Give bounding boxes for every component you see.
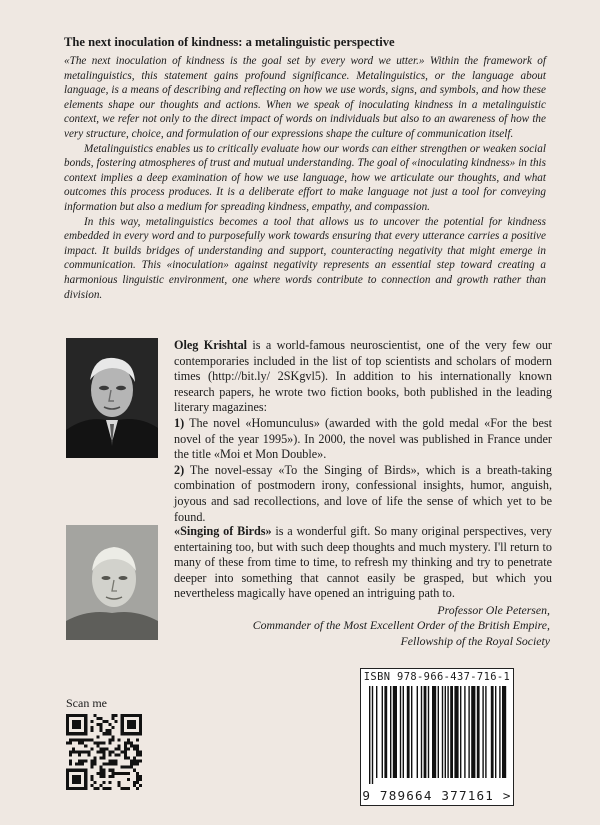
qr-module	[99, 747, 102, 750]
qr-module	[136, 738, 139, 741]
qr-module	[124, 772, 127, 775]
qr-module	[127, 738, 130, 741]
qr-module	[130, 760, 133, 763]
qr-module	[136, 744, 139, 747]
qr-module	[118, 772, 121, 775]
qr-module	[78, 760, 81, 763]
qr-module	[133, 747, 136, 750]
qr-module	[118, 781, 121, 784]
qr-module	[90, 760, 93, 763]
author-bio-item-2	[174, 463, 552, 525]
qr-module	[118, 738, 121, 741]
qr-module	[136, 750, 139, 753]
qr-module	[102, 763, 105, 766]
qr-module	[90, 784, 93, 787]
barcode-bar	[450, 686, 453, 778]
qr-module	[102, 750, 105, 753]
qr-module	[118, 784, 121, 787]
qr-module	[75, 750, 78, 753]
item-number: 2)	[174, 462, 185, 477]
qr-module	[112, 769, 115, 772]
qr-module	[93, 787, 96, 790]
barcode-bar	[468, 686, 469, 778]
qr-module	[99, 775, 102, 778]
qr-module	[133, 784, 136, 787]
author-photo	[66, 338, 158, 458]
qr-module	[96, 787, 99, 790]
review-body: is a wonderful gift. So many original perspectives, very entertaining too, but with such deep thoughts and much mystery. I'll return to many of these from time to time, to refresh my thinking and try to penetrate deeper into something that cannot easily be grasped, but which you nevertheless magically have opened an intriguing path to.	[174, 524, 552, 601]
qr-module	[99, 750, 102, 753]
qr-module	[109, 769, 112, 772]
qr-module	[127, 741, 130, 744]
author-bio	[174, 338, 552, 525]
qr-module	[136, 760, 139, 763]
qr-module	[130, 766, 133, 769]
qr-module	[127, 720, 136, 729]
item-text: The novel-essay «To the Singing of Birds», which is a breath-taking combination of postmodern irony, confessional insights, humor, anguish, joyous and sad recollections, and love of life the sense of which yet to be found.	[174, 462, 552, 524]
qr-module	[136, 763, 139, 766]
reviewer-photo	[66, 525, 158, 640]
qr-module	[69, 738, 72, 741]
qr-module	[112, 714, 115, 717]
qr-module	[121, 787, 124, 790]
barcode-bar	[477, 686, 480, 778]
qr-module	[139, 778, 142, 781]
qr-module	[112, 760, 115, 763]
signature-line-2: Commander of the Most Excellent Order of the British Empire,	[252, 618, 550, 633]
qr-module	[78, 763, 81, 766]
qr-module	[112, 717, 115, 720]
qr-module	[69, 741, 72, 744]
reviewer-portrait-image	[66, 525, 158, 640]
qr-module	[81, 763, 84, 766]
qr-module	[115, 754, 118, 757]
qr-module	[109, 787, 112, 790]
qr-module	[93, 741, 96, 744]
author-bio-intro	[174, 338, 552, 416]
qr-module	[133, 769, 136, 772]
qr-module	[139, 784, 142, 787]
qr-module	[106, 729, 109, 732]
qr-module	[96, 744, 99, 747]
qr-module	[136, 754, 139, 757]
qr-module	[72, 720, 81, 729]
barcode-bar	[403, 686, 404, 778]
qr-module	[136, 747, 139, 750]
qr-module	[112, 750, 115, 753]
barcode-bar	[502, 686, 506, 778]
qr-module	[109, 781, 112, 784]
qr-module	[118, 754, 121, 757]
qr-module	[102, 769, 105, 772]
item-text: The novel «Homunculus» (awarded with the gold medal «For the best novel of the year 1995»). In 2000, the novel was published in France under the title «Moi et Mon Double».	[174, 415, 552, 462]
qr-module	[81, 738, 84, 741]
barcode-bar	[421, 686, 422, 778]
qr-module	[124, 766, 127, 769]
qr-module	[118, 747, 121, 750]
qr-module	[81, 750, 84, 753]
author-bio-text: is a world-famous neuroscientist, one of the very few our contemporaries included in the list of top scientists and scholars of modern times (http://bit.ly/ 2SKgvl5). In addition to his internationally known research papers, he wrote two fiction books, both published in the leading literary magazines:	[174, 338, 552, 415]
intro-paragraph-3: In this way, metalinguistics becomes a tool that allows us to uncover the potential for kindness embedded in every word and to purposefully work towards ensuring that every utterance carries a positive impact. It builds bridges of understanding and support, counteracting negativity that might emerge in communication. This «inoculation» against negativity represents an essential step toward creating a harmonious linguistic environment, one where words contribute to connection and growth rather than division.	[64, 215, 546, 301]
barcode-bar	[417, 686, 418, 778]
barcode-digits: 9 789664 377161 >	[362, 788, 512, 803]
page-title: The next inoculation of kindness: a metalinguistic perspective	[64, 35, 395, 49]
qr-module	[66, 741, 69, 744]
author-name: Oleg Krishtal	[174, 338, 248, 352]
qr-module	[69, 754, 72, 757]
qr-module	[139, 775, 142, 778]
barcode-bar	[372, 686, 373, 784]
qr-module	[136, 787, 139, 790]
qr-module	[130, 763, 133, 766]
barcode-bar	[384, 686, 387, 778]
qr-module	[69, 760, 72, 763]
qr-module	[112, 772, 115, 775]
qr-module	[102, 757, 105, 760]
qr-module	[102, 775, 105, 778]
qr-module	[139, 754, 142, 757]
qr-module	[112, 735, 115, 738]
qr-module	[106, 763, 109, 766]
barcode-bar	[424, 686, 427, 778]
barcode-bar	[471, 686, 475, 778]
qr-module	[102, 747, 105, 750]
qr-module	[99, 717, 102, 720]
qr-module	[106, 787, 109, 790]
qr-module	[139, 750, 142, 753]
barcode-bar	[382, 686, 383, 778]
qr-module	[133, 744, 136, 747]
barcode-bar	[491, 686, 494, 778]
qr-module	[87, 750, 90, 753]
signature-line-3: Fellowship of the Royal Society	[400, 633, 550, 648]
barcode-bar	[464, 686, 465, 778]
qr-module	[90, 775, 93, 778]
barcode-bar	[393, 686, 397, 778]
qr-module	[115, 760, 118, 763]
qr-module	[130, 744, 133, 747]
barcode-bar	[428, 686, 429, 778]
qr-module	[115, 772, 118, 775]
qr-module	[127, 772, 130, 775]
qr-module	[75, 763, 78, 766]
qr-module	[136, 772, 139, 775]
qr-module	[106, 732, 109, 735]
qr-module	[87, 754, 90, 757]
barcode-bar	[460, 686, 461, 778]
barcode-bar	[485, 686, 486, 778]
qr-module	[90, 747, 93, 750]
qr-module	[99, 772, 102, 775]
qr-module	[96, 772, 99, 775]
barcode-bar	[445, 686, 446, 778]
qr-module	[72, 775, 81, 784]
qr-module	[96, 750, 99, 753]
barcode-bar	[411, 686, 412, 778]
reviewer-signature	[174, 603, 550, 649]
qr-module	[84, 738, 87, 741]
qr-module	[112, 738, 115, 741]
qr-module	[109, 723, 112, 726]
qr-module	[93, 714, 96, 717]
author-bio-item-1	[174, 416, 552, 463]
qr-module	[109, 750, 112, 753]
qr-module	[84, 750, 87, 753]
barcode-bar	[376, 686, 377, 778]
isbn-number: ISBN 978-966-437-716-1	[363, 671, 511, 683]
qr-module	[81, 741, 84, 744]
qr-module	[78, 750, 81, 753]
barcode-bar	[369, 686, 370, 784]
qr-module	[99, 741, 102, 744]
qr-module	[96, 717, 99, 720]
qr-module	[127, 766, 130, 769]
qr-module	[96, 723, 99, 726]
barcode-bar	[454, 686, 458, 778]
qr-module	[127, 787, 130, 790]
qr-module	[106, 747, 109, 750]
barcode-bar	[390, 686, 391, 778]
qr-module	[124, 741, 127, 744]
qr-module	[112, 763, 115, 766]
qr-module	[109, 763, 112, 766]
qr-module	[102, 732, 105, 735]
qr-module	[133, 763, 136, 766]
qr-module	[109, 741, 112, 744]
qr-module	[99, 757, 102, 760]
qr-module	[139, 760, 142, 763]
qr-module	[124, 747, 127, 750]
qr-module	[90, 729, 93, 732]
qr-module	[124, 744, 127, 747]
qr-module	[90, 766, 93, 769]
qr-module	[109, 760, 112, 763]
barcode	[367, 686, 507, 784]
barcode-bar	[499, 686, 500, 778]
qr-module	[118, 744, 121, 747]
qr-module	[96, 741, 99, 744]
qr-module	[124, 754, 127, 757]
qr-module	[127, 778, 130, 781]
qr-module	[93, 757, 96, 760]
author-portrait-image	[66, 338, 158, 458]
qr-module	[102, 741, 105, 744]
qr-module	[90, 720, 93, 723]
qr-module	[72, 750, 75, 753]
qr-module	[133, 760, 136, 763]
qr-module	[127, 757, 130, 760]
qr-module	[90, 763, 93, 766]
qr-module	[84, 760, 87, 763]
qr-module	[106, 720, 109, 723]
qr-module	[99, 729, 102, 732]
qr-module	[96, 735, 99, 738]
qr-module	[112, 775, 115, 778]
qr-module	[121, 766, 124, 769]
qr-module	[136, 778, 139, 781]
qr-module	[109, 775, 112, 778]
qr-module	[69, 750, 72, 753]
qr-module	[102, 787, 105, 790]
qr-module	[102, 720, 105, 723]
barcode-bar	[495, 686, 496, 778]
book-title: «Singing of Birds»	[174, 524, 272, 538]
qr-module	[136, 781, 139, 784]
qr-code[interactable]	[66, 714, 142, 790]
qr-module	[127, 747, 130, 750]
intro-paragraph-1: «The next inoculation of kindness is the goal set by every word we utter.» Within the framework of metalinguistics, this statement gains profound significance. Metalinguistics, or the language about language, is a means of describing and reflecting on how we use words, signs, and symbols, and how these elements shape our thoughts and actions. When we speak of inoculating kindness in a metalinguistic context, we refer not only to the direct impact of words on individuals but also to an awareness of how the very structure, choice, and formulation of our expressions shape the culture of communication itself.	[64, 55, 546, 140]
qr-module	[90, 778, 93, 781]
qr-module	[102, 781, 105, 784]
qr-module	[90, 738, 93, 741]
qr-module	[78, 741, 81, 744]
qr-module	[93, 763, 96, 766]
barcode-bar	[442, 686, 443, 778]
qr-module	[109, 729, 112, 732]
qr-module	[72, 738, 75, 741]
qr-module	[124, 757, 127, 760]
qr-module	[93, 760, 96, 763]
barcode-bar	[407, 686, 410, 778]
signature-line-1: Professor Ole Petersen,	[437, 603, 550, 617]
qr-module	[99, 769, 102, 772]
qr-module	[78, 754, 81, 757]
qr-module	[124, 787, 127, 790]
scan-me-label: Scan me	[66, 696, 107, 710]
qr-module	[99, 784, 102, 787]
qr-module	[81, 760, 84, 763]
qr-module	[115, 763, 118, 766]
review-text	[174, 524, 552, 602]
barcode-bar	[438, 686, 439, 778]
barcode-bar	[432, 686, 436, 778]
qr-module	[102, 772, 105, 775]
barcode-bar	[400, 686, 401, 778]
isbn-barcode-box	[360, 668, 514, 806]
barcode-bar	[482, 686, 483, 778]
qr-module	[84, 744, 87, 747]
qr-module	[121, 772, 124, 775]
qr-module	[109, 738, 112, 741]
qr-module	[102, 754, 105, 757]
qr-module	[99, 766, 102, 769]
barcode-bar	[447, 686, 448, 778]
qr-module	[109, 732, 112, 735]
qr-module	[69, 763, 72, 766]
qr-module	[112, 726, 115, 729]
qr-module	[115, 720, 118, 723]
qr-module	[78, 738, 81, 741]
qr-module	[136, 775, 139, 778]
qr-module	[115, 747, 118, 750]
qr-module	[121, 750, 124, 753]
qr-module	[109, 754, 112, 757]
qr-module	[133, 781, 136, 784]
qr-module	[90, 726, 93, 729]
intro-text	[64, 54, 546, 302]
intro-paragraph-2: Metalinguistics enables us to critically evaluate how our words can either strengthen or weaken social bonds, fostering atmospheres of trust and mutual understanding. The goal of «inoculating kindness» in this context implies a deep examination of how we use language, how we articulate our thoughts, and what outcomes this process produces. It is a deliberate effort to make language not just a tool for conveying information but also a medium for spreading kindness, empathy, and compassion.	[64, 142, 546, 213]
qr-module	[99, 726, 102, 729]
qr-module	[72, 747, 75, 750]
qr-module	[87, 738, 90, 741]
qr-module	[133, 757, 136, 760]
qr-module	[124, 750, 127, 753]
qr-module	[75, 738, 78, 741]
qr-module	[93, 781, 96, 784]
item-number: 1)	[174, 415, 185, 430]
qr-module	[130, 741, 133, 744]
qr-module	[99, 723, 102, 726]
qr-module	[115, 714, 118, 717]
